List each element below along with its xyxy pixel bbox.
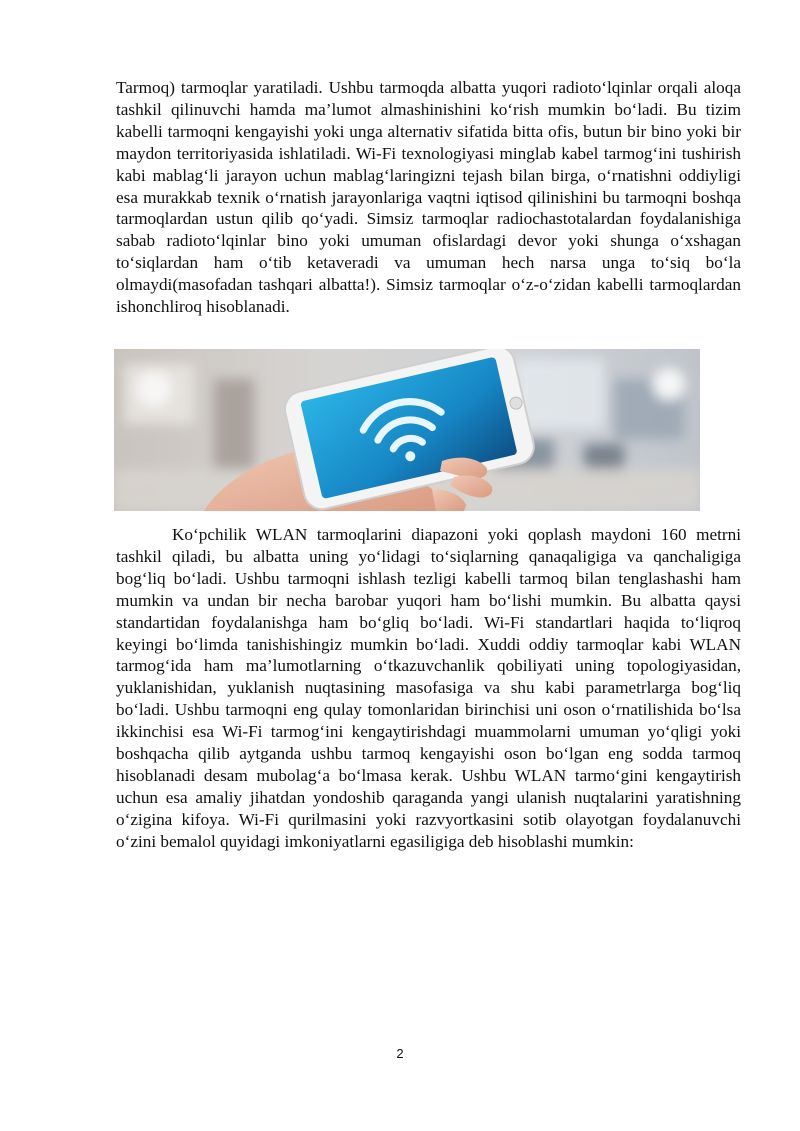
page-number: 2 xyxy=(396,1046,404,1061)
body-paragraph-2: Ko‘pchilik WLAN tarmoqlarini diapazoni yoki qoplash maydoni 160 metrni tashkil qiladi, bu albatta uning yo‘lidagi to‘siqlarning qanaqaligiga va qanchaligiga bog‘liq bo‘ladi. Ushbu tarmoqni ishlash tezligi kabelli tarmoq bilan tenglashashi ham mumkin va undan bir necha barobar yuqori ham bo‘lishi mumkin. Bu albatta qaysi standartidan foydalanishga ham bo‘gliq bo‘ladi. Wi-Fi standartlari haqida to‘liqroq keyingi bo‘limda tanishishingiz mumkin bo‘ladi. Xuddi oddiy tarmoqlar kabi WLAN tarmog‘ida ham ma’lumotlarning o‘tkazuvchanlik qobiliyati uning topologiyasidan, yuklanishidan, yuklanish nuqtasining masofasiga va shu kabi parametrlarga bog‘liq bo‘ladi. Ushbu tarmoqni eng qulay tomonlaridan birinchisi uni oson o‘rnatilishida bo‘lsa ikkinchisi esa Wi-Fi tarmog‘ini kengaytirishdagi muammolarni umuman yo‘qligi yoki boshqacha qilib aytganda ushbu tarmoq kengayishi oson bo‘lgan eng sodda tarmoq hisoblanadi desam mubolag‘a bo‘lmasa kerak. Ushbu WLAN tarmo‘gini kengaytirish uchun esa amaliy jihatdan yondoshib qaraganda yangi ulanish nuqtalarini yaratishning o‘zigina kifoya. Wi-Fi qurilmasini yoki razvyortkasini sotib olayotgan foydalanuvchi o‘zini bemalol quyidagi imkoniyatlarni egasiligiga deb hisoblashi mumkin: xyxy=(116,525,741,851)
smartphone-wifi-photo xyxy=(114,349,700,511)
body-paragraph-1: Tarmoq) tarmoqlar yaratiladi. Ushbu tarmoqda albatta yuqori radioto‘lqinlar orqali aloqa tashkil qilinuvchi hamda ma’lumot almashinishini ko‘rish mumkin bo‘ladi. Bu tizim kabelli tarmoqni kengayishi yoki unga alternativ sifatida bitta ofis, butun bir bino yoki bir maydon territoriyasida ishlatiladi. Wi-Fi texnologiyasi minglab kabel tarmog‘ini tushirish kabi mablag‘li jarayon uchun mablag‘laringizni tejash bilan birga, o‘rnatishni oddiyligi esa murakkab texnik o‘rnatish jarayonlariga vaqtni iqtisod qilinishini bu tarmoqni boshqa tarmoqlardan ustun qilib qo‘yadi. Simsiz tarmoqlar radiochastotalardan foydalanishiga sabab radioto‘lqinlar bino yoki umuman ofislardagi devor yoki shunga o‘xshagan to‘siqlardan ham o‘tib ketaveradi va umuman hech narsa unga to‘siq bo‘la olmaydi(masofadan tashqari albatta!). Simsiz tarmoqlar o‘z-o‘zidan kabelli tarmoqlardan ishonchliroq hisoblanadi. xyxy=(116,78,741,317)
